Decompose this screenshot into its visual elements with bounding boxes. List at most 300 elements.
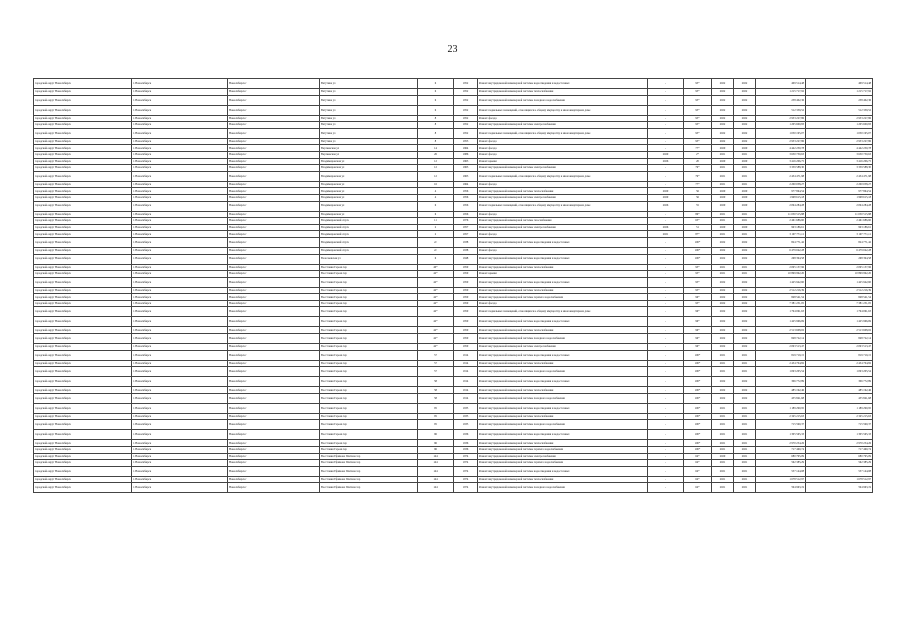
city-cell: Новосибирск г <box>228 350 320 360</box>
cost-fund-cell: 3 630 730,63 <box>806 151 873 158</box>
cost-fund-cell: 819 719,15 <box>806 350 873 360</box>
plan-end-year-cell: 2021 <box>734 430 756 440</box>
plan-end-year-cell: 2021 <box>734 460 756 467</box>
cost-fund-cell: 1 189 290,95 <box>806 403 873 413</box>
settlement-cell: г. Новосибирск <box>132 128 228 138</box>
settlement-cell: г. Новосибирск <box>132 188 228 195</box>
plan-end-year-cell: 2022 <box>734 247 756 254</box>
plan-start-year-cell: 2021 <box>712 151 734 158</box>
cost-total-cell: 557 144,08 <box>756 466 806 476</box>
plan-end-year-cell: 2022 <box>734 287 756 294</box>
work-type-cell: Ремонт внутридомовой инженерной системы холодного водоснабжения <box>478 95 648 105</box>
build-year-cell: 1950 <box>454 317 478 327</box>
wear-cell: 56 <box>684 194 712 201</box>
build-year-cell: 1914 <box>454 360 478 367</box>
house-number-cell: 2с <box>418 247 454 254</box>
table-row <box>34 307 873 317</box>
build-year-cell: 1950 <box>454 264 478 271</box>
wear-cell: 100* <box>684 360 712 367</box>
cost-total-cell: 3 197 771,11 <box>756 231 806 238</box>
settlement-cell: г. Новосибирск <box>132 115 228 122</box>
municipality-cell: городской округ Новосибирск <box>34 237 132 247</box>
cost-fund-cell: 2 513 608,02 <box>806 327 873 334</box>
city-cell: Новосибирск г <box>228 277 320 287</box>
wear-cell: 95* <box>684 287 712 294</box>
plan-end-year-cell: 2021 <box>734 165 756 172</box>
cost-total-cell: 6 479 042,28 <box>756 247 806 254</box>
prior-repair-year-cell: - <box>648 344 684 351</box>
cost-total-cell: 717 460,74 <box>756 447 806 454</box>
plan-start-year-cell: 2021 <box>712 430 734 440</box>
build-year-cell: 1957 <box>454 224 478 231</box>
work-type-cell: Ремонт внутридомовой инженерной системы теплоснабжения <box>478 387 648 394</box>
city-cell: Новосибирск г <box>228 344 320 351</box>
work-type-cell: Ремонт внутридомовой инженерной системы теплоснабжения <box>478 287 648 294</box>
build-year-cell: 1952 <box>454 122 478 129</box>
prior-repair-year-cell: - <box>648 237 684 247</box>
city-cell: Новосибирск г <box>228 430 320 440</box>
cost-total-cell: 824 771,42 <box>756 237 806 247</box>
plan-end-year-cell: 2022 <box>734 138 756 145</box>
city-cell: Новосибирск г <box>228 165 320 172</box>
plan-start-year-cell: 2021 <box>712 231 734 238</box>
wear-cell: 77* <box>684 145 712 152</box>
house-number-cell: 12 <box>418 158 454 165</box>
house-number-cell: 14 <box>418 145 454 152</box>
municipality-cell: городской округ Новосибирск <box>34 294 132 301</box>
municipality-cell: городской округ Новосибирск <box>34 181 132 188</box>
municipality-cell: городской округ Новосибирск <box>34 115 132 122</box>
settlement-cell: г. Новосибирск <box>132 264 228 271</box>
plan-start-year-cell: 2022 <box>712 89 734 96</box>
plan-start-year-cell: 2021 <box>712 413 734 420</box>
work-type-cell: Ремонт внутридомовой инженерной системы водоотведения и водосточных <box>478 430 648 440</box>
house-number-cell: 95 <box>418 413 454 420</box>
settlement-cell: г. Новосибирск <box>132 317 228 327</box>
settlement-cell: г. Новосибирск <box>132 194 228 201</box>
table-row <box>34 466 873 476</box>
cost-fund-cell: 993 186,61 <box>806 224 873 231</box>
cost-fund-cell: 306 772,89 <box>806 377 873 387</box>
build-year-cell: 1964 <box>454 181 478 188</box>
street-cell: Владимировский спуск <box>320 224 418 231</box>
settlement-cell: г. Новосибирск <box>132 420 228 430</box>
municipality-cell: городской округ Новосибирск <box>34 367 132 377</box>
street-cell: Восстания Героев тер <box>320 271 418 278</box>
work-type-cell: Ремонт внутридомовой инженерной системы теплоснабжения <box>478 360 648 367</box>
cost-fund-cell: 2 953 227,86 <box>806 115 873 122</box>
build-year-cell: 1952 <box>454 95 478 105</box>
plan-start-year-cell: 2021 <box>712 350 734 360</box>
table-row <box>34 420 873 430</box>
build-year-cell: 1914 <box>454 377 478 387</box>
city-cell: Новосибирск г <box>228 271 320 278</box>
table-row <box>34 138 873 145</box>
wear-cell: 100* <box>684 440 712 447</box>
cost-fund-cell: 557 144,08 <box>806 466 873 476</box>
cost-total-cell: 1 189 290,95 <box>756 403 806 413</box>
prior-repair-year-cell: - <box>648 466 684 476</box>
build-year-cell: 1957 <box>454 231 478 238</box>
cost-total-cell: 993 186,61 <box>756 224 806 231</box>
plan-start-year-cell: 2022 <box>712 138 734 145</box>
settlement-cell: г. Новосибирск <box>132 165 228 172</box>
wear-cell: 93* <box>684 79 712 89</box>
municipality-cell: городской округ Новосибирск <box>34 377 132 387</box>
prior-repair-year-cell: - <box>648 420 684 430</box>
municipality-cell: городской округ Новосибирск <box>34 483 132 493</box>
plan-start-year-cell: 2021 <box>712 264 734 271</box>
cost-total-cell: 562 385,29 <box>756 460 806 467</box>
municipality-cell: городской округ Новосибирск <box>34 188 132 195</box>
plan-start-year-cell: 2022 <box>712 393 734 403</box>
work-type-cell: Ремонт внутридомовой инженерной системы электроснабжения <box>478 453 648 460</box>
street-cell: Восстания Героев тер <box>320 344 418 351</box>
prior-repair-year-cell: - <box>648 393 684 403</box>
settlement-cell: г. Новосибирск <box>132 231 228 238</box>
cost-total-cell: 3 416 206,75 <box>756 158 806 165</box>
wear-cell: 64* <box>684 453 712 460</box>
city-cell: Новосибирск г <box>228 171 320 181</box>
cost-fund-cell: 1 215 717,92 <box>806 89 873 96</box>
table-row <box>34 218 873 225</box>
build-year-cell: 1952 <box>454 115 478 122</box>
municipality-cell: городской округ Новосибирск <box>34 79 132 89</box>
build-year-cell: 1963 <box>454 158 478 165</box>
prior-repair-year-cell: - <box>648 440 684 447</box>
prior-repair-year-cell: - <box>648 294 684 301</box>
municipality-cell: городской округ Новосибирск <box>34 218 132 225</box>
house-number-cell: 57 <box>418 350 454 360</box>
build-year-cell: 1952 <box>454 128 478 138</box>
city-cell: Новосибирск г <box>228 300 320 307</box>
plan-start-year-cell: 2020 <box>712 145 734 152</box>
plan-end-year-cell: 2021 <box>734 181 756 188</box>
wear-cell: 95* <box>684 300 712 307</box>
street-cell: Ватутина ул <box>320 79 418 89</box>
municipality-cell: городской округ Новосибирск <box>34 334 132 344</box>
street-cell: Восстания Героев тер <box>320 294 418 301</box>
house-number-cell: 6 <box>418 79 454 89</box>
cost-total-cell: 848 541,54 <box>756 294 806 301</box>
build-year-cell: 1963 <box>454 165 478 172</box>
settlement-cell: г. Новосибирск <box>132 201 228 211</box>
wear-cell: 100* <box>684 254 712 264</box>
city-cell: Новосибирск г <box>228 138 320 145</box>
street-cell: Восстания Героев тер <box>320 387 418 394</box>
city-cell: Новосибирск г <box>228 287 320 294</box>
build-year-cell: 1956 <box>454 194 478 201</box>
municipality-cell: городской округ Новосибирск <box>34 307 132 317</box>
build-year-cell: 1976 <box>454 218 478 225</box>
municipality-cell: городской округ Новосибирск <box>34 476 132 483</box>
city-cell: Новосибирск г <box>228 95 320 105</box>
work-type-cell: Ремонт фасада <box>478 211 648 218</box>
plan-end-year-cell: 2020 <box>734 194 756 201</box>
build-year-cell: 1974 <box>454 453 478 460</box>
cost-total-cell: 4 442 230,78 <box>756 145 806 152</box>
cost-total-cell: 1 678 512,97 <box>756 476 806 483</box>
street-cell: Восстания Героев тер <box>320 430 418 440</box>
settlement-cell: г. Новосибирск <box>132 300 228 307</box>
table-row <box>34 271 873 278</box>
city-cell: Новосибирск г <box>228 224 320 231</box>
work-type-cell: Ремонт внутридомовой инженерной системы теплоснабжения <box>478 89 648 96</box>
house-number-cell: 6 <box>418 95 454 105</box>
prior-repair-year-cell: - <box>648 387 684 394</box>
plan-end-year-cell: 2021 <box>734 420 756 430</box>
street-cell: Восстания Героев тер <box>320 334 418 344</box>
table-row <box>34 95 873 105</box>
table-row <box>34 327 873 334</box>
work-type-cell: Ремонт крыши <box>478 158 648 165</box>
house-number-cell: 57 <box>418 360 454 367</box>
house-number-cell: 96 <box>418 430 454 440</box>
prior-repair-year-cell: - <box>648 367 684 377</box>
prior-repair-year-cell: 2026 <box>648 224 684 231</box>
settlement-cell: г. Новосибирск <box>132 294 228 301</box>
build-year-cell: 1914 <box>454 350 478 360</box>
work-type-cell: Ремонт подвальных помещений, относящихся к общему имуществу в многоквартирном доме <box>478 128 648 138</box>
cost-fund-cell: 848 722,14 <box>806 334 873 344</box>
prior-repair-year-cell: 2021 <box>648 231 684 238</box>
house-number-cell: 42* <box>418 287 454 294</box>
table-row <box>34 201 873 211</box>
plan-start-year-cell: 2021 <box>712 271 734 278</box>
build-year-cell: 1938 <box>454 237 478 247</box>
cost-fund-cell: 2 454 704,82 <box>806 360 873 367</box>
table-row <box>34 231 873 238</box>
plan-start-year-cell: 2021 <box>712 460 734 467</box>
street-cell: Владимировская ул <box>320 201 418 211</box>
city-cell: Новосибирск г <box>228 483 320 493</box>
municipality-cell: городской округ Новосибирск <box>34 277 132 287</box>
table-row <box>34 128 873 138</box>
work-type-cell: Ремонт фасада <box>478 138 648 145</box>
prior-repair-year-cell: - <box>648 105 684 115</box>
house-number-cell: 42* <box>418 334 454 344</box>
plan-start-year-cell: 2021 <box>712 367 734 377</box>
plan-start-year-cell: 2022 <box>712 300 734 307</box>
city-cell: Новосибирск г <box>228 128 320 138</box>
wear-cell: 96* <box>684 344 712 351</box>
plan-start-year-cell: 2021 <box>712 360 734 367</box>
municipality-cell: городской округ Новосибирск <box>34 122 132 129</box>
prior-repair-year-cell: - <box>648 334 684 344</box>
prior-repair-year-cell: - <box>648 171 684 181</box>
municipality-cell: городской округ Новосибирск <box>34 231 132 238</box>
wear-cell: 20 <box>684 158 712 165</box>
plan-end-year-cell: 2022 <box>734 122 756 129</box>
cost-total-cell: 1 205 600,83 <box>756 122 806 129</box>
work-type-cell: Ремонт внутридомовой инженерной системы водоотведения и водосточных <box>478 237 648 247</box>
street-cell: Восстания Героев тер <box>320 377 418 387</box>
settlement-cell: г. Новосибирск <box>132 403 228 413</box>
municipality-cell: городской округ Новосибирск <box>34 430 132 440</box>
plan-end-year-cell: 2021 <box>734 413 756 420</box>
plan-end-year-cell: 2022 <box>734 334 756 344</box>
table-row <box>34 277 873 287</box>
city-cell: Новосибирск г <box>228 237 320 247</box>
table-row <box>34 122 873 129</box>
cost-fund-cell: 2 345 215,63 <box>806 413 873 420</box>
city-cell: Новосибирск г <box>228 447 320 454</box>
house-number-cell: 42* <box>418 307 454 317</box>
work-type-cell: Ремонт фасада <box>478 151 648 158</box>
city-cell: Новосибирск г <box>228 151 320 158</box>
house-number-cell: 58 <box>418 393 454 403</box>
house-number-cell: 42* <box>418 271 454 278</box>
plan-start-year-cell: 2021 <box>712 403 734 413</box>
wear-cell: 64* <box>684 483 712 493</box>
work-type-cell: Ремонт крыши <box>478 271 648 278</box>
cost-fund-cell: 1 425 942,60 <box>806 277 873 287</box>
prior-repair-year-cell: - <box>648 350 684 360</box>
cost-fund-cell: 2 093 513,47 <box>806 344 873 351</box>
work-type-cell: Ремонт внутридомовой инженерной системы электроснабжения <box>478 165 648 172</box>
table-row <box>34 254 873 264</box>
cost-fund-cell: 485 192,46 <box>806 387 873 394</box>
municipality-cell: городской округ Новосибирск <box>34 201 132 211</box>
street-cell: Восстания Героев тер <box>320 413 418 420</box>
municipality-cell: городской округ Новосибирск <box>34 247 132 254</box>
build-year-cell: 1914 <box>454 367 478 377</box>
prior-repair-year-cell: - <box>648 327 684 334</box>
cost-total-cell: 2 095 137,96 <box>756 264 806 271</box>
build-year-cell: 1950 <box>454 334 478 344</box>
settlement-cell: г. Новосибирск <box>132 151 228 158</box>
prior-repair-year-cell: - <box>648 483 684 493</box>
table-row <box>34 181 873 188</box>
prior-repair-year-cell: - <box>648 264 684 271</box>
city-cell: Новосибирск г <box>228 367 320 377</box>
wear-cell: 2* <box>684 151 712 158</box>
city-cell: Новосибирск г <box>228 211 320 218</box>
cost-total-cell: 1 050 195,07 <box>756 128 806 138</box>
city-cell: Новосибирск г <box>228 194 320 201</box>
house-number-cell: 6 <box>418 254 454 264</box>
settlement-cell: г. Новосибирск <box>132 254 228 264</box>
prior-repair-year-cell: - <box>648 181 684 188</box>
table-row <box>34 224 873 231</box>
settlement-cell: г. Новосибирск <box>132 79 228 89</box>
wear-cell: 51 <box>684 224 712 231</box>
house-number-cell: 8 <box>418 122 454 129</box>
cost-total-cell: 2 461 686,60 <box>756 218 806 225</box>
work-type-cell: Ремонт подвальных помещений, относящихся к общему имуществу в многоквартирном доме <box>478 201 648 211</box>
wear-cell: 100* <box>684 413 712 420</box>
cost-fund-cell: 3 416 206,75 <box>806 158 873 165</box>
plan-end-year-cell: 2022 <box>734 79 756 89</box>
prior-repair-year-cell: 2026 <box>648 158 684 165</box>
plan-end-year-cell: 2021 <box>734 447 756 454</box>
house-number-cell: 42* <box>418 277 454 287</box>
prior-repair-year-cell: 2020 <box>648 151 684 158</box>
prior-repair-year-cell: - <box>648 277 684 287</box>
settlement-cell: г. Новосибирск <box>132 307 228 317</box>
plan-start-year-cell: 2022 <box>712 334 734 344</box>
street-cell: Владимировская ул <box>320 194 418 201</box>
municipality-cell: городской округ Новосибирск <box>34 420 132 430</box>
municipality-cell: городской округ Новосибирск <box>34 165 132 172</box>
register-body <box>34 79 873 493</box>
plan-end-year-cell: 2022 <box>734 294 756 301</box>
street-cell: Владимировская ул <box>320 158 418 165</box>
table-row <box>34 165 873 172</box>
build-year-cell: 1950 <box>454 300 478 307</box>
house-number-cell: 4 <box>418 188 454 195</box>
work-type-cell: Ремонт внутридомовой инженерной системы холодного водоснабжения <box>478 420 648 430</box>
street-cell: Владимировская ул <box>320 171 418 181</box>
wear-cell: 93* <box>684 128 712 138</box>
plan-end-year-cell: 2022 <box>734 307 756 317</box>
wear-cell: 96* <box>684 327 712 334</box>
plan-end-year-cell: 2022 <box>734 115 756 122</box>
wear-cell: 100* <box>684 420 712 430</box>
work-type-cell: Ремонт внутридомовой инженерной системы теплоснабжения <box>478 440 648 447</box>
wear-cell: 100* <box>684 367 712 377</box>
street-cell: Восстания Ефимова Плитова тер <box>320 466 418 476</box>
cost-fund-cell: 2 512 216,39 <box>806 287 873 294</box>
street-cell: Владимировский спуск <box>320 247 418 254</box>
prior-repair-year-cell: - <box>648 360 684 367</box>
cost-total-cell: 306 772,89 <box>756 377 806 387</box>
street-cell: Ватутина ул <box>320 122 418 129</box>
cost-fund-cell: 2 953 227,86 <box>806 138 873 145</box>
street-cell: Восстания Героев тер <box>320 350 418 360</box>
wear-cell: 64* <box>684 460 712 467</box>
plan-start-year-cell: 2022 <box>712 344 734 351</box>
plan-end-year-cell: 2021 <box>734 264 756 271</box>
street-cell: Ватутина ул <box>320 128 418 138</box>
house-number-cell: 96 <box>418 447 454 454</box>
plan-start-year-cell: 2022 <box>712 317 734 327</box>
work-type-cell: Ремонт внутридомовой инженерной системы теплоснабжения <box>478 327 648 334</box>
street-cell: Ватутина ул <box>320 138 418 145</box>
settlement-cell: г. Новосибирск <box>132 277 228 287</box>
cost-fund-cell: 10 899 992,20 <box>806 271 873 278</box>
cost-total-cell: 2 454 704,82 <box>756 360 806 367</box>
plan-start-year-cell: 2020 <box>712 188 734 195</box>
house-number-cell: 12 <box>418 165 454 172</box>
prior-repair-year-cell: - <box>648 300 684 307</box>
plan-start-year-cell: 2022 <box>712 128 734 138</box>
cost-total-cell: 2 094 284,28 <box>756 201 806 211</box>
street-cell: Восстания Героев тер <box>320 277 418 287</box>
municipality-cell: городской округ Новосибирск <box>34 128 132 138</box>
build-year-cell: 1914 <box>454 393 478 403</box>
cost-total-cell: 455 841,68 <box>756 393 806 403</box>
cost-total-cell: 1 998 615,18 <box>756 194 806 201</box>
street-cell: Ватутина ул <box>320 115 418 122</box>
street-cell: Владимировская ул <box>320 211 418 218</box>
settlement-cell: г. Новосибирск <box>132 287 228 294</box>
settlement-cell: г. Новосибирск <box>132 466 228 476</box>
city-cell: Новосибирск г <box>228 393 320 403</box>
work-type-cell: Ремонт фасада <box>478 231 648 238</box>
city-cell: Новосибирск г <box>228 453 320 460</box>
plan-start-year-cell: 2021 <box>712 211 734 218</box>
cost-total-cell: 485 192,46 <box>756 387 806 394</box>
street-cell: Владимировский спуск <box>320 218 418 225</box>
plan-end-year-cell: 2021 <box>734 271 756 278</box>
municipality-cell: городской округ Новосибирск <box>34 453 132 460</box>
build-year-cell: 1936 <box>454 440 478 447</box>
cost-fund-cell: 1 050 195,07 <box>806 128 873 138</box>
cost-fund-cell: 1 794 061,63 <box>806 307 873 317</box>
municipality-cell: городской округ Новосибирск <box>34 89 132 96</box>
plan-end-year-cell: 2022 <box>734 393 756 403</box>
